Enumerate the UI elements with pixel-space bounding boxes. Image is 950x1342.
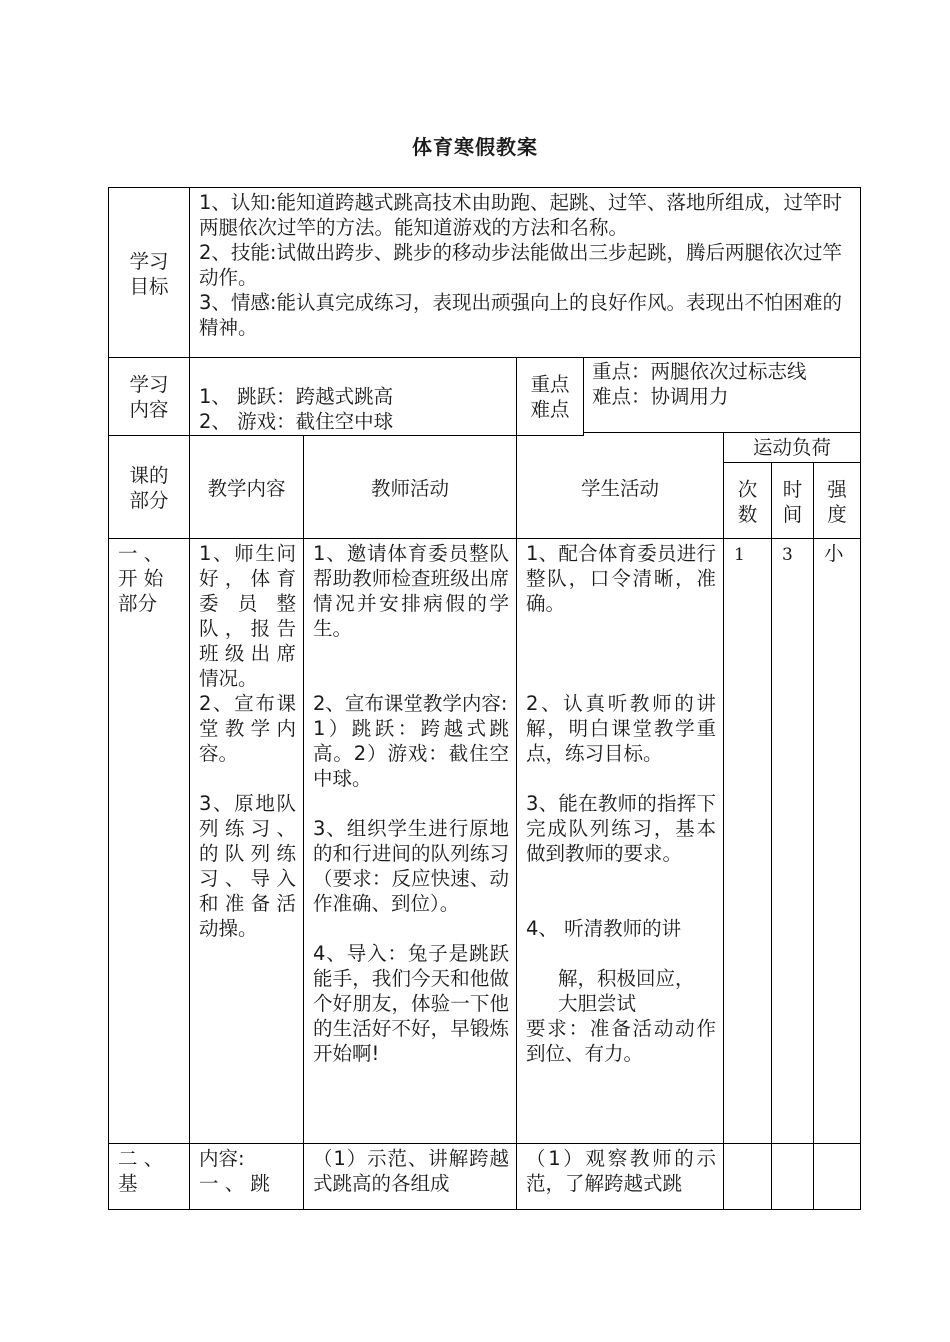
border-label-col [189,187,190,1210]
border-time-col [813,462,814,1210]
keypoint-label: 重点 难点 [530,373,570,421]
header-teacher: 教师活动 [370,477,449,500]
section1-student-a: 1、配合体育委员进行整队，口令清晰，准确。 2、认真听教师的讲解，明白课堂教学重点，练习目标。 3、能在教师的指挥下完成队列练习，基本做到教师的要求。 4、 听清教师的讲 [526,542,716,940]
section2-student: （1）观察教师的示范，了解跨越式跳 [526,1147,716,1195]
section1-time: 3 [782,545,793,565]
border-row1 [108,357,861,358]
section2-part: 二 、 基 [118,1147,164,1195]
border-content-col [303,435,304,1210]
header-load: 运动负荷 [752,436,831,459]
border-keypoint-col [583,357,584,435]
section1-teacher: 1、邀请体育委员整队帮助教师检查班级出席情况并安排病假的学生。 2、宣布课堂教学内容: 1）跳跃：跨越式跳高。2）游戏：截住空中球。 3、组织学生进行原地的和行进间的队列练习（要求：反应快速、动作准确、到位）。 4、导入：兔子是跳跃能手，我们今天和他做个好朋友，体验一下他的生活好不好，早锻炼开始啊! [313,542,509,1065]
section1-student-c: 要求：准备活动动作到位、有力。 [526,1017,716,1065]
border-top [108,187,861,188]
border-left [108,187,109,1210]
section2-teacher: （1）示范、讲解跨越式跳高的各组成 [313,1147,509,1195]
section1-part: 一 、 开 始 部分 [118,542,164,615]
header-count: 次 数 [737,478,758,526]
objectives-label: 学习 目标 [129,250,169,298]
header-part: 课的 部分 [129,464,169,512]
section1-intensity: 小 [824,542,844,565]
header-content: 教学内容 [207,477,286,500]
border-load-header [723,462,861,463]
header-student: 学生活动 [580,477,659,500]
border-right [860,187,861,1210]
content-label: 学习 内容 [129,373,169,421]
section1-count: 1 [734,545,745,565]
section1-student-b: 解，积极回应， 大胆尝试 [558,967,695,1015]
border-count-col [771,462,772,1210]
border-row2-mid [108,435,584,436]
header-time: 时 间 [782,478,803,526]
keypoint-text: 重点：两腿依次过标志线 难点：协调用力 [592,360,807,408]
border-header [108,538,861,539]
page-title: 体育寒假教案 [412,135,538,159]
header-intensity: 强 度 [827,478,847,526]
section2-content: 内容: 一 、 跳 [199,1147,270,1195]
content-items: 1、 跳跃：跨越式跳高 2、 游戏：截住空中球 [199,385,394,433]
section1-content: 1、师生问好，体育委员整队，报告班级出席情况。 2、宣布课堂教学内容。 3、原地队列练习、的队列练习、导入和准备活动操。 [199,542,296,940]
border-bottom [108,1209,861,1210]
objectives-text: 1、认知:能知道跨越式跳高技术由助跑、起跳、过竿、落地所组成，过竿时两腿依次过竿的方法。能知道游戏的方法和名称。 2、技能:试做出跨步、跳步的移动步法能做出三步起跳，腾后两腿依次过竿动作。 3、情感:能认真完成练习，表现出顽强向上的良好作风。表现出不怕困难的精神。 [199,191,842,339]
border-student-col [723,432,724,1210]
border-section1 [108,1143,861,1144]
